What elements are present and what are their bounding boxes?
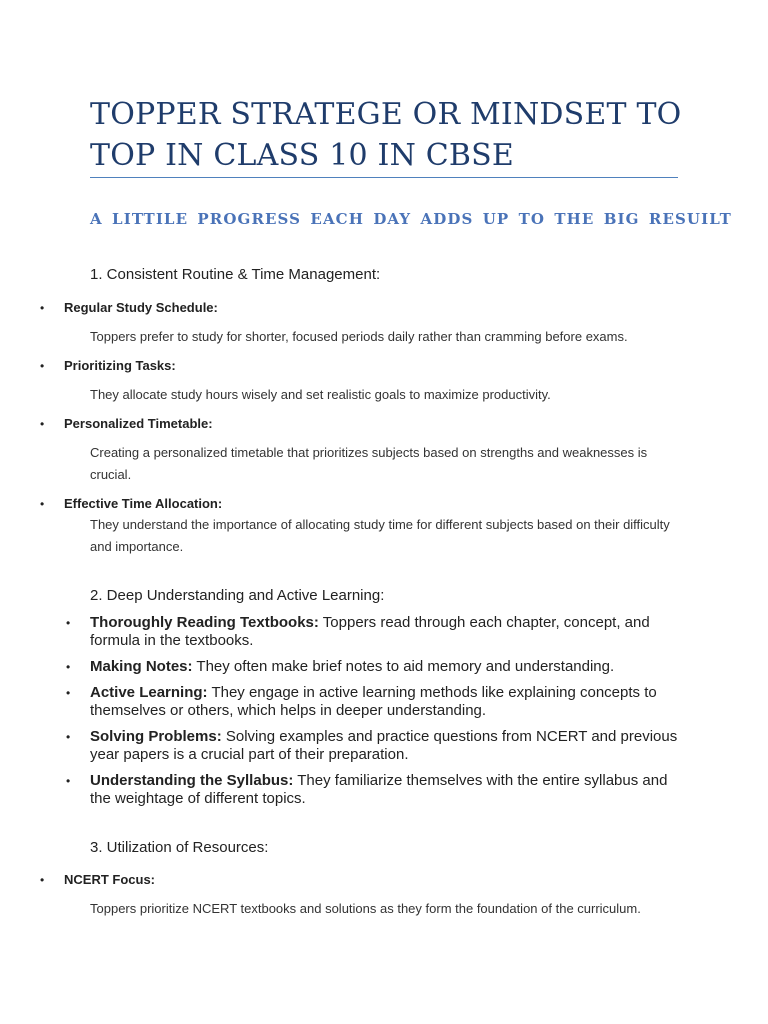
item-term: Prioritizing Tasks:	[64, 358, 176, 373]
section-3-item-1	[40, 872, 155, 887]
item-term: Making Notes:	[90, 658, 193, 675]
section-1-item-1	[40, 300, 218, 315]
bullet-icon: •	[40, 497, 45, 511]
section-3-heading: 3. Utilization of Resources:	[90, 839, 269, 856]
item-description: They allocate study hours wisely and set realistic goals to maximize productivity.	[90, 387, 551, 402]
bullet-icon: •	[66, 686, 71, 700]
item-description: They often make brief notes to aid memory and understanding.	[196, 658, 615, 675]
section-2-list	[66, 614, 686, 816]
item-description: Creating a personalized timetable that prioritizes subjects based on strengths and weaknesses is crucial.	[90, 445, 648, 482]
section-2-item-5	[66, 772, 686, 808]
item-description: Toppers prioritize NCERT textbooks and solutions as they form the foundation of the curriculum.	[90, 901, 641, 916]
item-description: They understand the importance of allocating study time for different subjects based on their difficulty and importance.	[90, 517, 670, 554]
item-term: Active Learning:	[90, 684, 208, 701]
section-1-item-3	[40, 416, 213, 431]
bullet-icon: •	[66, 660, 71, 674]
section-2-item-2	[66, 658, 686, 676]
item-description: They familiarize themselves with the entire syllabus and the weightage of different topics.	[90, 772, 668, 807]
item-term: Understanding the Syllabus:	[90, 772, 294, 789]
title-line-1: TOPPER STRATEGE OR MINDSET TO	[90, 97, 682, 132]
item-description: They engage in active learning methods like explaining concepts to themselves or others, which helps in deeper understanding.	[90, 684, 657, 719]
item-term: Regular Study Schedule:	[64, 300, 218, 315]
section-2-heading: 2. Deep Understanding and Active Learning:	[90, 587, 385, 604]
item-term: Effective Time Allocation:	[64, 496, 223, 511]
item-description: Toppers prefer to study for shorter, focused periods daily rather than cramming before exams.	[90, 329, 628, 344]
bullet-icon: •	[66, 616, 71, 630]
bullet-icon: •	[40, 417, 45, 431]
title-line-2: TOP IN CLASS 10 IN CBSE	[90, 138, 515, 173]
document-title	[90, 94, 690, 176]
section-2-item-3	[66, 684, 686, 720]
section-1-item-2	[40, 358, 176, 373]
title-underline-divider	[90, 177, 678, 178]
item-term: Personalized Timetable:	[64, 416, 213, 431]
item-term: Solving Problems:	[90, 728, 222, 745]
document-subtitle: A LITTILE PROGRESS EACH DAY ADDS UP TO THE BIG RESUILT	[90, 210, 732, 228]
section-1-heading: 1. Consistent Routine & Time Management:	[90, 266, 381, 283]
item-description: Solving examples and practice questions from NCERT and previous year papers is a crucial part of their preparation.	[90, 728, 678, 763]
bullet-icon: •	[66, 774, 71, 788]
section-1-item-4	[40, 496, 222, 511]
item-description: Toppers read through each chapter, concept, and formula in the textbooks.	[90, 614, 650, 649]
item-term: NCERT Focus:	[64, 872, 155, 887]
section-2-item-1	[66, 614, 686, 650]
bullet-icon: •	[40, 873, 45, 887]
item-term: Thoroughly Reading Textbooks:	[90, 614, 319, 631]
bullet-icon: •	[40, 301, 45, 315]
bullet-icon: •	[66, 730, 71, 744]
section-2-item-4	[66, 728, 686, 764]
bullet-icon: •	[40, 359, 45, 373]
